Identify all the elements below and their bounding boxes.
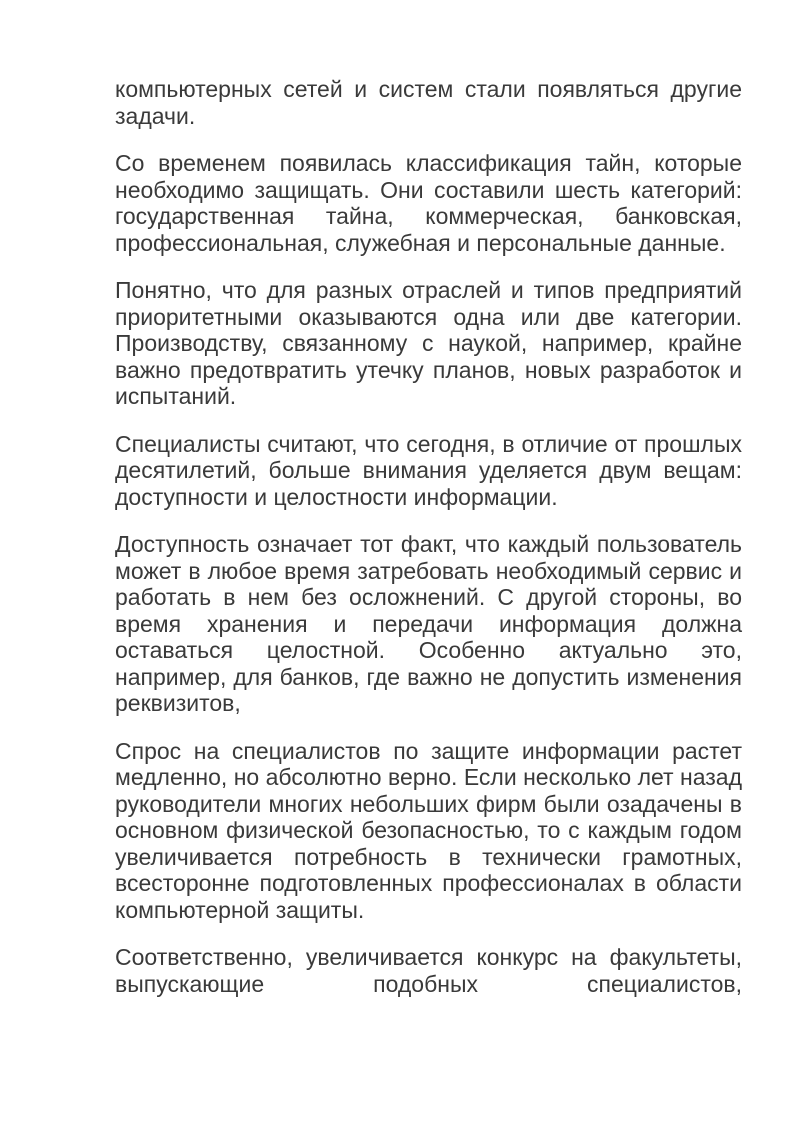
paragraph-2: Со временем появилась классификация тайн, которые необходимо защищать. Они составили шесть категорий: государственная тайна, коммерческая, банковская, профессиональная, служебная и персональные данные. (115, 150, 742, 256)
paragraph-3: Понятно, что для разных отраслей и типов предприятий приоритетными оказываются одна или две категории. Производству, связанному с наукой, например, крайне важно предотвратить утечку планов, новых разработок и испытаний. (115, 277, 742, 409)
paragraph-5: Доступность означает тот факт, что каждый пользователь может в любое время затребовать необходимый сервис и работать в нем без осложнений. С другой стороны, во время хранения и передачи информация должна оставаться целостной. Особенно актуально это, например, для банков, где важно не допустить изменения реквизитов, (115, 531, 742, 716)
paragraph-4: Специалисты считают, что сегодня, в отличие от прошлых десятилетий, больше внимания уделяется двум вещам: доступности и целостности информации. (115, 430, 742, 510)
paragraph-1: компьютерных сетей и систем стали появляться другие задачи. (115, 76, 742, 129)
document-page (115, 76, 742, 997)
paragraph-6: Спрос на специалистов по защите информации растет медленно, но абсолютно верно. Если несколько лет назад руководители многих небольших фирм были озадачены в основном физической безопасностью, то с каждым годом увеличивается потребность в технически грамотных, всесторонне подготовленных профессионалах в области компьютерной защиты. (115, 737, 742, 923)
paragraph-7: Соответственно, увеличивается конкурс на факультеты, выпускающие подобных специалистов, (115, 944, 742, 997)
